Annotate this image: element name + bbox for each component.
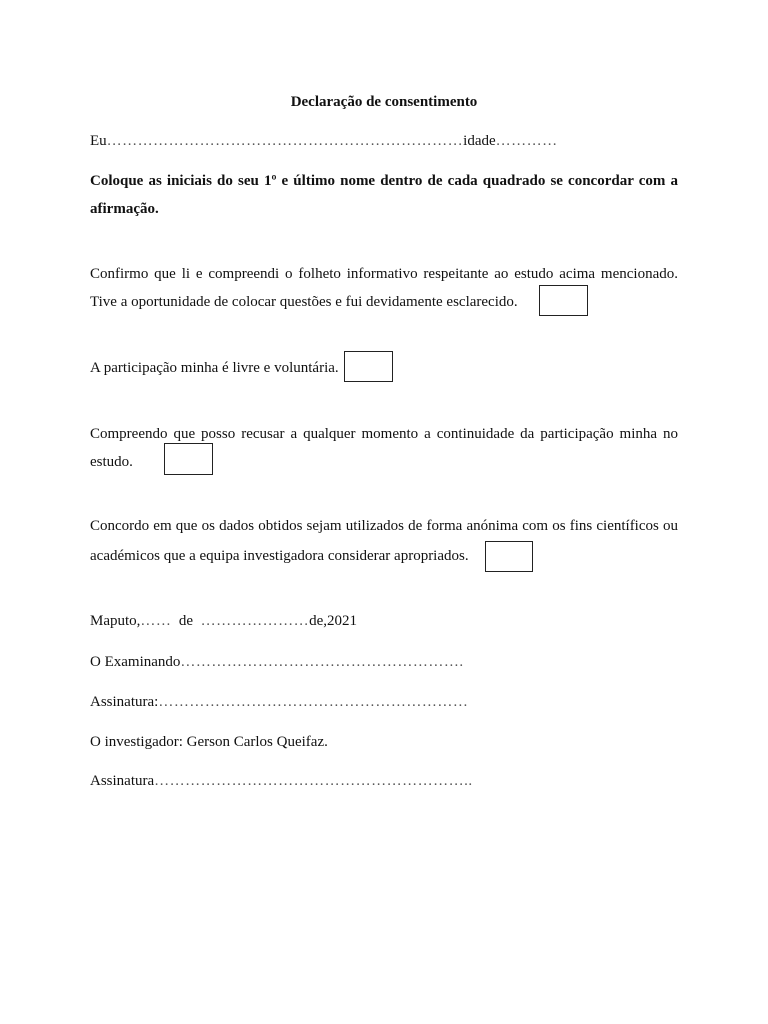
examinando-label: O Examinando: [90, 654, 181, 670]
assinatura-line-2: [90, 771, 678, 791]
instruction-line-2: afirmação.: [90, 201, 159, 217]
month-blank[interactable]: …………………: [200, 613, 310, 629]
date-line: [90, 611, 678, 631]
eu-label: Eu: [90, 133, 107, 149]
signature-blank-2[interactable]: ……………………………………………………..: [154, 773, 473, 789]
signature-blank-1[interactable]: ……………………………………………………: [158, 694, 469, 710]
statement-1-line-1: Confirmo que li e compreendi o folheto informativo respeitante ao estudo acima mencionado.: [90, 266, 678, 282]
day-blank[interactable]: ……: [140, 613, 172, 629]
initials-box-4[interactable]: [485, 541, 533, 572]
assinatura-line-1: [90, 692, 678, 712]
identity-line: [90, 131, 678, 151]
statement-2-line-1: A participação minha é livre e voluntária.: [90, 360, 339, 376]
name-blank[interactable]: ……………………………………………………………: [106, 133, 464, 149]
instruction-line-1: Coloque as iniciais do seu 1º e último nome dentro de cada quadrado se concordar com a: [90, 173, 678, 189]
idade-label: idade: [463, 133, 496, 149]
page-title: Declaração de consentimento: [290, 94, 478, 110]
initials-box-3[interactable]: [164, 443, 213, 475]
examinando-line: [90, 652, 678, 672]
examinando-blank[interactable]: ……………………………………………….: [180, 654, 464, 670]
year-text: de,2021: [309, 613, 358, 629]
statement-3-line-2: estudo.: [90, 454, 133, 470]
age-blank[interactable]: …………: [495, 133, 558, 149]
maputo-label: Maputo,: [90, 613, 141, 629]
assinatura-label-2: Assinatura: [90, 773, 155, 789]
initials-box-1[interactable]: [539, 285, 588, 316]
assinatura-label-1: Assinatura:: [90, 694, 159, 710]
investigador-line: O investigador: Gerson Carlos Queifaz.: [90, 734, 328, 750]
statement-4-line-2: académicos que a equipa investigadora considerar apropriados.: [90, 548, 469, 564]
statement-4-line-1: Concordo em que os dados obtidos sejam utilizados de forma anónima com os fins científicos ou: [90, 518, 678, 534]
statement-3-line-1: Compreendo que posso recusar a qualquer momento a continuidade da participação minha no: [90, 426, 678, 442]
initials-box-2[interactable]: [344, 351, 393, 382]
de-label: de: [178, 613, 194, 629]
statement-1-line-2: Tive a oportunidade de colocar questões e fui devidamente esclarecido.: [90, 294, 518, 310]
